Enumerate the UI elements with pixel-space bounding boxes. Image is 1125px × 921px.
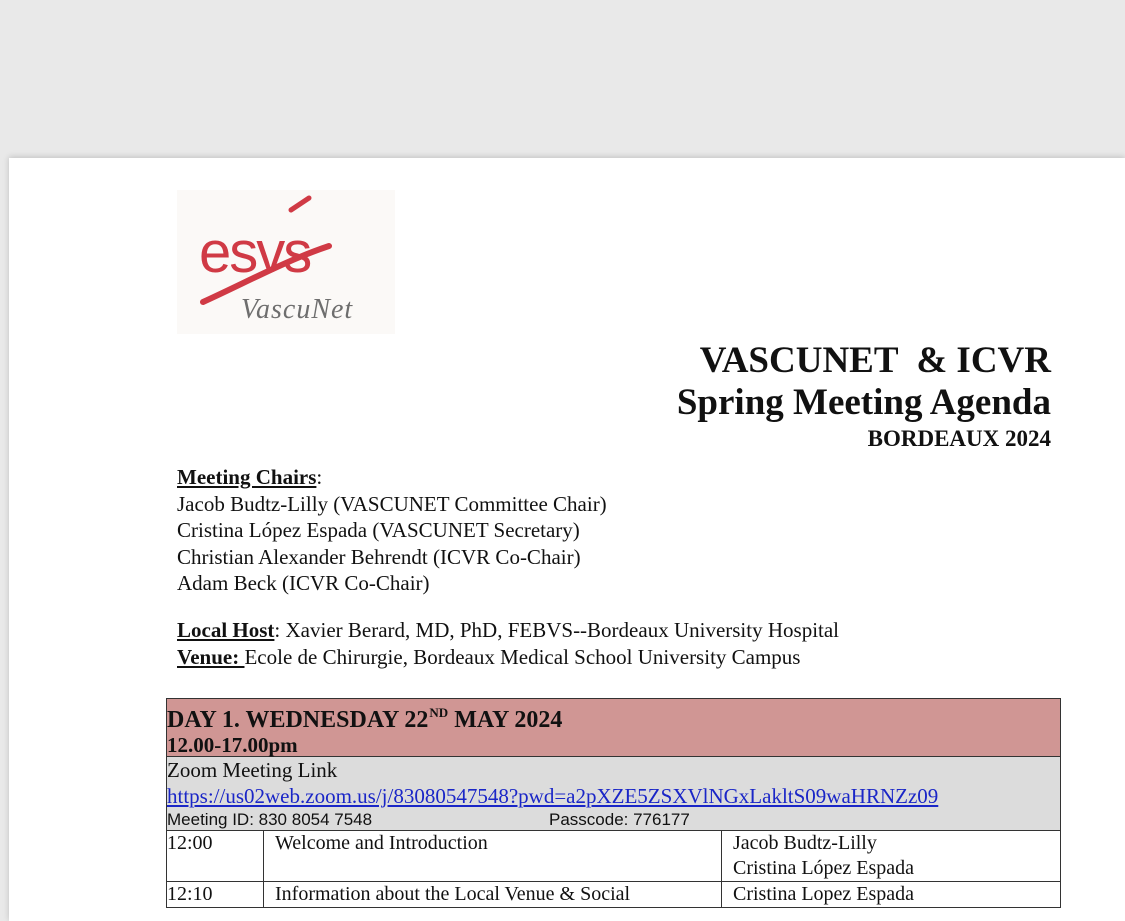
day-title-sup: ND [429,705,449,720]
venue-value: Ecole de Chirurgie, Bordeaux Medical School University Campus [244,645,801,669]
title-line-3: BORDEAUX 2024 [867,426,1051,451]
svg-text:esvs: esvs [199,220,311,285]
agenda-topic: Welcome and Introduction [264,831,722,882]
chairs-heading-line [177,464,607,491]
meeting-id: Meeting ID: 830 8054 7548 [167,810,373,829]
local-host-line [177,617,839,644]
document-page [9,158,1125,921]
host-venue [177,617,839,671]
speaker-name: Jacob Budtz-Lilly [733,832,877,854]
agenda-speaker [722,831,1061,882]
agenda-speaker [722,882,1061,908]
chair-person: Cristina López Espada (VASCUNET Secretary) [177,518,580,542]
svg-text:VascuNet: VascuNet [241,294,354,325]
zoom-label: Zoom Meeting Link [167,758,338,782]
speaker-name: Cristina Lopez Espada [733,883,915,905]
agenda-table [166,698,1061,908]
agenda-title [677,340,1051,454]
chair-person: Christian Alexander Behrendt (ICVR Co-Chair) [177,544,581,569]
meeting-chairs [177,464,607,597]
agenda-time: 12:00 [167,831,264,882]
title-line-2: Spring Meeting Agenda [676,382,1051,423]
day-title-suffix: MAY 2024 [448,707,563,733]
agenda-row [167,831,1061,882]
esvs-vascunet-logo [177,190,395,334]
local-host-label: Local Host [177,618,275,642]
zoom-cell [167,757,1061,831]
local-host-value: : Xavier Berard, MD, PhD, FEBVS--Bordeaux University Hospital [274,618,840,642]
speaker-name: Cristina López Espada [733,857,915,879]
chairs-heading-colon: : [316,465,323,489]
chairs-heading: Meeting Chairs [177,465,317,489]
venue-label: Venue: [177,645,245,669]
agenda-time: 12:10 [167,882,264,908]
zoom-ids [167,809,1060,830]
title-line-1: VASCUNET & ICVR [699,340,1051,381]
day-header-cell [167,699,1061,757]
zoom-meeting-link[interactable]: https://us02web.zoom.us/j/83080547548?pwd=a2pXZE5ZSXVlNGxLakltS09waHRNZz09 [167,784,939,808]
day-time: 12.00-17.00pm [167,733,298,757]
day-title [167,699,1060,734]
agenda-row [167,882,1061,908]
day-header-row [167,699,1061,757]
chair-person: Adam Beck (ICVR Co-Chair) [177,571,430,595]
esvs-logo-mark [177,190,395,334]
day-title-prefix: DAY 1. WEDNESDAY 22 [167,707,429,733]
agenda-topic: Information about the Local Venue & Social [264,882,722,908]
chair-person: Jacob Budtz-Lilly (VASCUNET Committee Chair) [177,491,607,516]
zoom-row [167,757,1061,831]
venue-line [177,644,839,671]
passcode: Passcode: 776177 [549,810,690,829]
